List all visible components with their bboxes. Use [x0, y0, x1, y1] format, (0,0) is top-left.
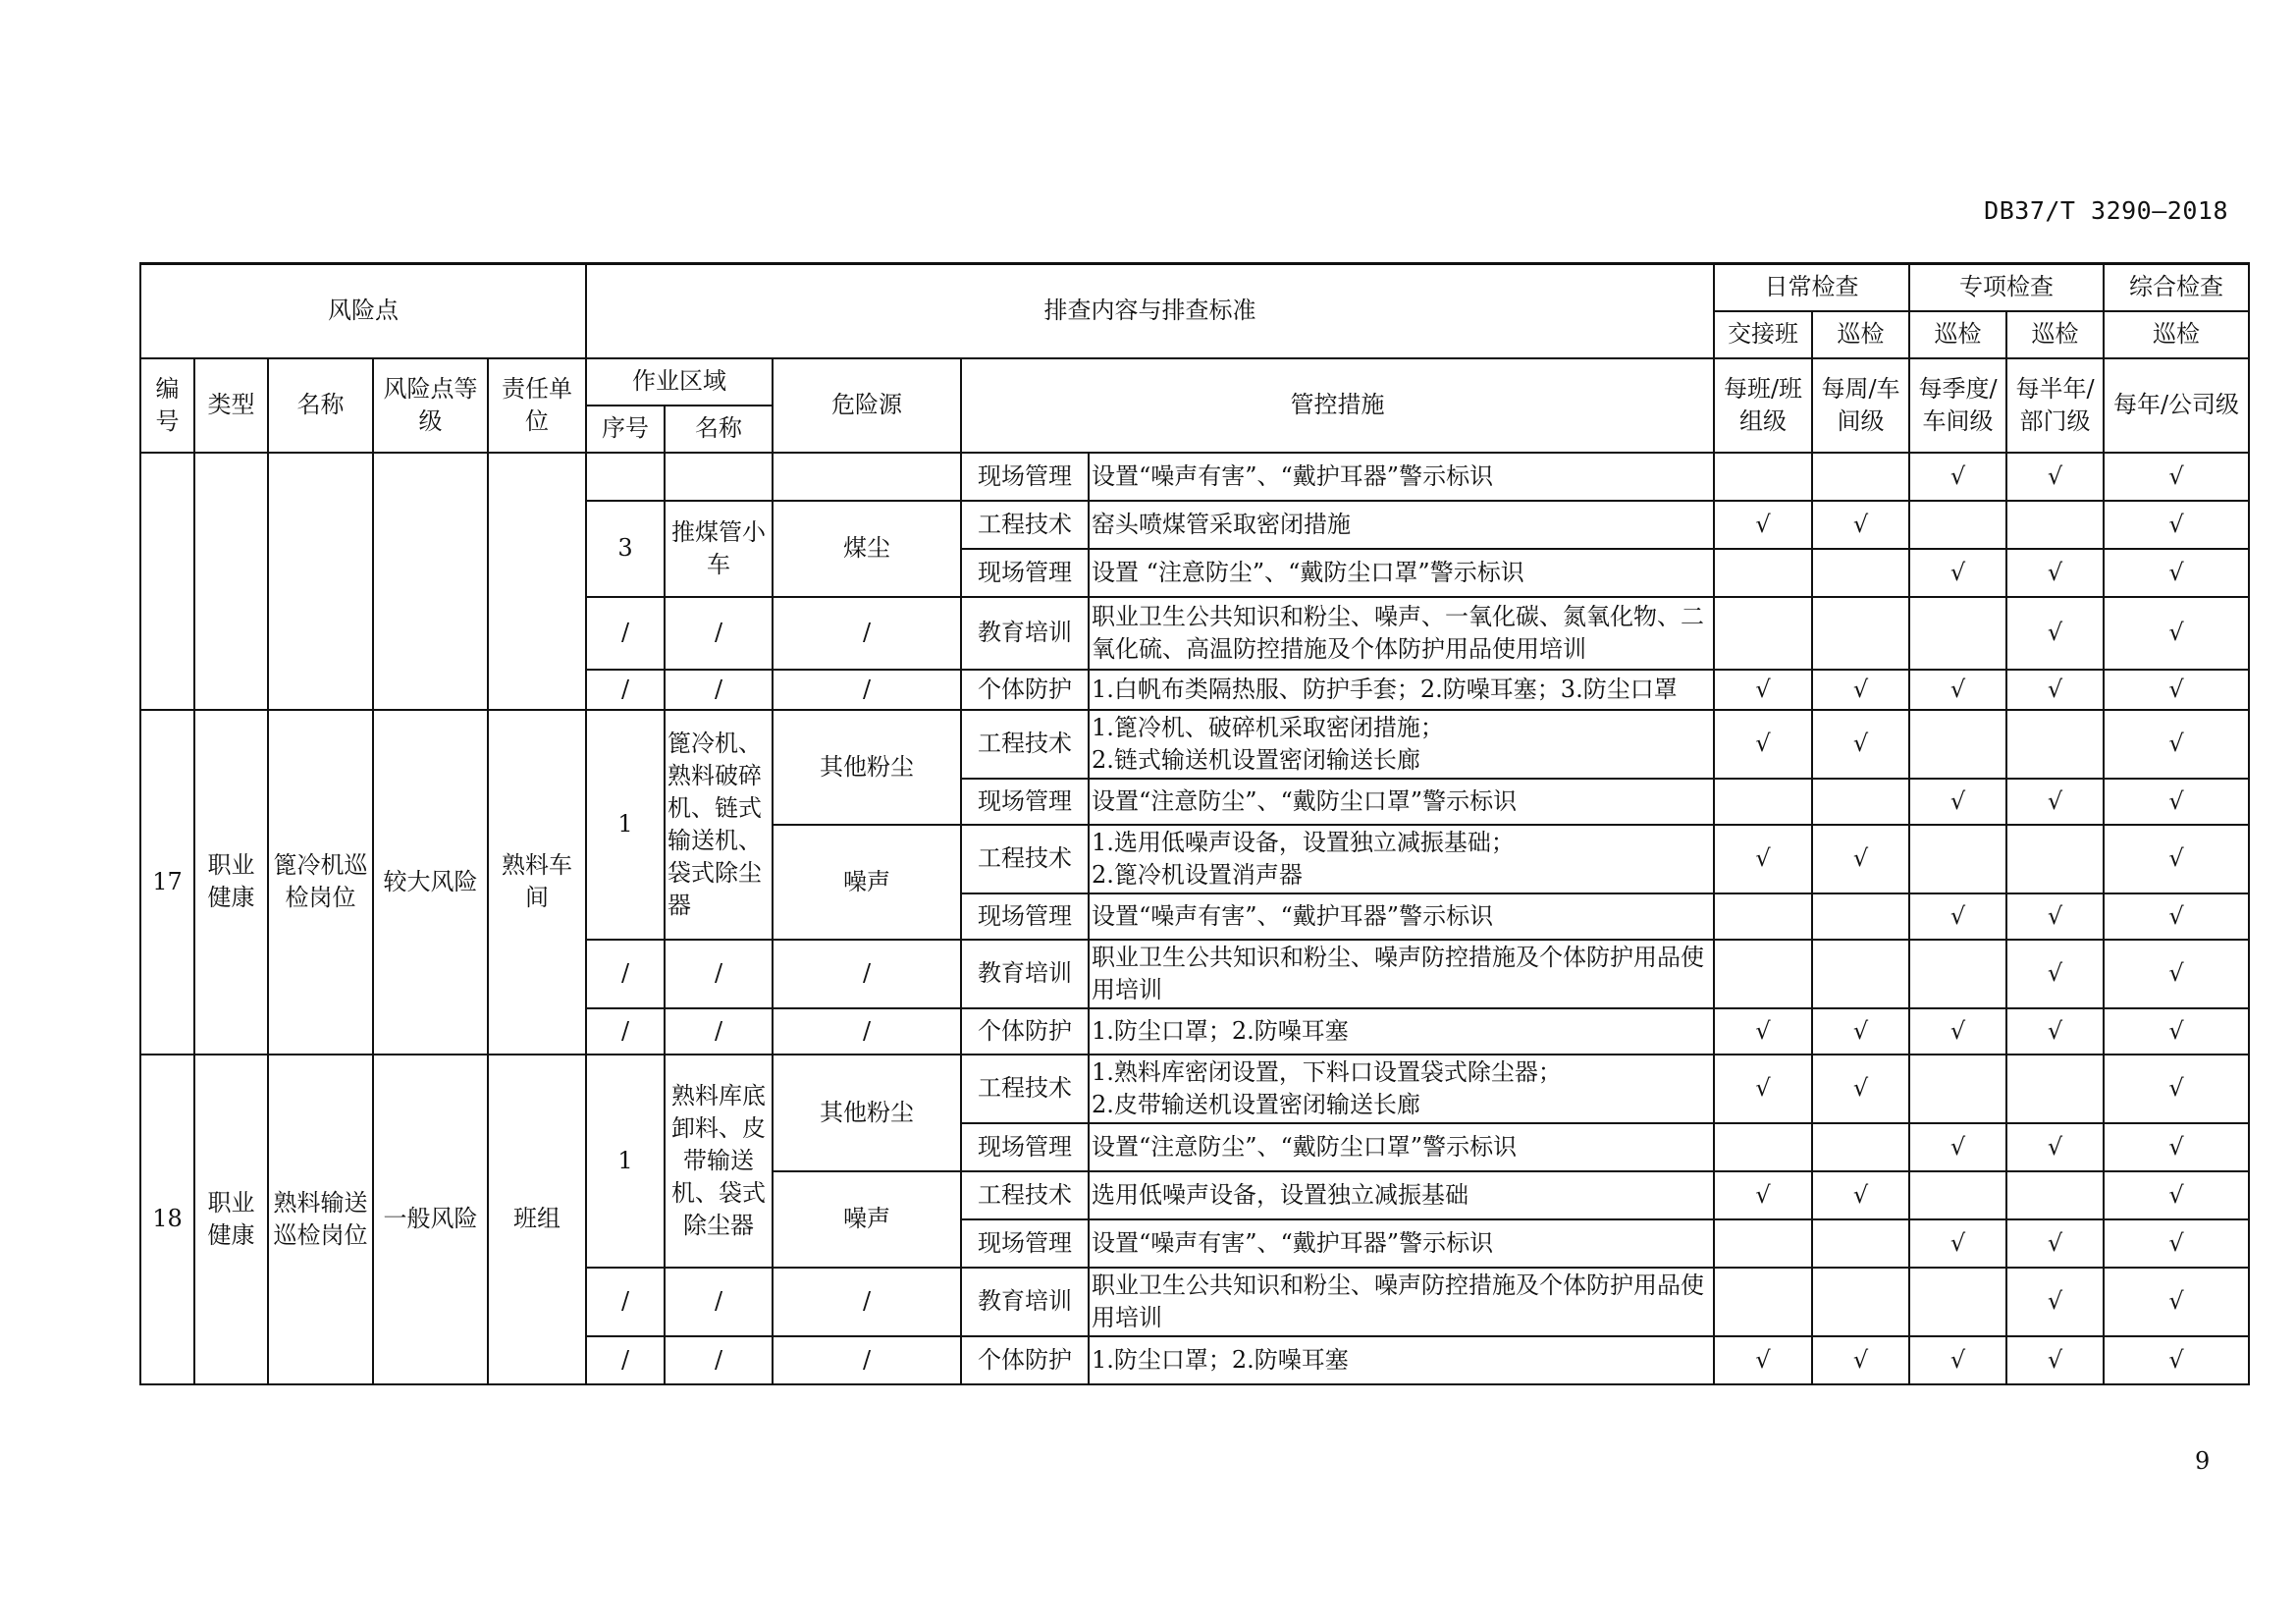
table-row [140, 1055, 2249, 1123]
check-mark: √ [1714, 1055, 1812, 1123]
cell-hazard: 煤尘 [773, 501, 961, 597]
check-mark: √ [1714, 501, 1812, 549]
check-mark [1909, 1055, 2006, 1123]
cell-control-type: 工程技术 [961, 1055, 1089, 1123]
page-number: 9 [2195, 1447, 2211, 1475]
control-line: 1.熟料库密闭设置，下料口设置袋式除尘器； [1092, 1057, 1562, 1086]
check-mark [1812, 549, 1909, 597]
cell-area-name: / [665, 940, 773, 1008]
cell-name [268, 453, 373, 710]
check-mark [1812, 1219, 1909, 1268]
check-mark: √ [2006, 1219, 2104, 1268]
cell-hazard: / [773, 1008, 961, 1055]
cell-seq: / [586, 1008, 665, 1055]
cell-seq [586, 453, 665, 501]
cell-area-name: 熟料库底卸料、皮带输送机、袋式除尘器 [665, 1055, 773, 1268]
cell-control-text: 窑头喷煤管采取密闭措施 [1089, 501, 1714, 549]
cell-control-text: 职业卫生公共知识和粉尘、噪声防控措施及个体防护用品使用培训 [1089, 1268, 1714, 1336]
check-mark: √ [2104, 940, 2249, 1008]
cell-seq: / [586, 1268, 665, 1336]
cell-control-type: 工程技术 [961, 825, 1089, 893]
cell-hazard: / [773, 597, 961, 670]
header-area-name: 名称 [665, 406, 773, 453]
cell-control-text: 设置“注意防尘”、“戴防尘口罩”警示标识 [1089, 779, 1714, 825]
cell-control-type: 现场管理 [961, 549, 1089, 597]
check-mark: √ [2104, 825, 2249, 893]
header-type: 类型 [194, 358, 268, 453]
cell-control-text: 1.防尘口罩；2.防噪耳塞 [1089, 1336, 1714, 1384]
document-code: DB37/T 3290—2018 [1984, 196, 2228, 225]
check-mark [1714, 597, 1812, 670]
check-mark [1812, 1123, 1909, 1171]
cell-hazard: 噪声 [773, 825, 961, 940]
control-line: 2.皮带输送机设置密闭输送长廊 [1092, 1090, 1420, 1118]
cell-control-type: 教育培训 [961, 597, 1089, 670]
cell-control-text [1089, 710, 1714, 779]
check-mark: √ [1909, 670, 2006, 710]
header-name: 名称 [268, 358, 373, 453]
header-control: 管控措施 [961, 358, 1714, 453]
check-mark [2006, 1055, 2104, 1123]
check-mark: √ [2006, 1123, 2104, 1171]
check-mark [1909, 940, 2006, 1008]
check-mark [1812, 453, 1909, 501]
check-mark: √ [1714, 670, 1812, 710]
header-shift: 交接班 [1714, 311, 1812, 358]
cell-control-text: 职业卫生公共知识和粉尘、噪声、一氧化碳、氮氧化物、二氧化硫、高温防控措施及个体防护用品使用培训 [1089, 597, 1714, 670]
cell-type: 职业健康 [194, 1055, 268, 1384]
header-freq-4: 每半年/部门级 [2006, 358, 2104, 453]
cell-control-type: 工程技术 [961, 710, 1089, 779]
check-mark [1909, 501, 2006, 549]
cell-area-name: / [665, 1268, 773, 1336]
check-mark: √ [2006, 670, 2104, 710]
check-mark [2006, 825, 2104, 893]
cell-name: 熟料输送巡检岗位 [268, 1055, 373, 1384]
cell-type: 职业健康 [194, 710, 268, 1055]
cell-level: 一般风险 [373, 1055, 488, 1384]
check-mark: √ [2104, 1008, 2249, 1055]
cell-control-type: 个体防护 [961, 1008, 1089, 1055]
check-mark: √ [2104, 597, 2249, 670]
cell-control-text: 设置“噪声有害”、“戴护耳器”警示标识 [1089, 453, 1714, 501]
check-mark: √ [1812, 710, 1909, 779]
check-mark: √ [1812, 1171, 1909, 1219]
check-mark: √ [2104, 710, 2249, 779]
header-hazard: 危险源 [773, 358, 961, 453]
header-daily-check: 日常检查 [1714, 264, 1909, 311]
check-mark: √ [1909, 1008, 2006, 1055]
check-mark: √ [2104, 1171, 2249, 1219]
table-row [140, 453, 2249, 501]
header-patrol: 巡检 [1812, 311, 1909, 358]
check-mark [1812, 779, 1909, 825]
check-mark [1812, 940, 1909, 1008]
check-mark: √ [2006, 940, 2104, 1008]
check-mark: √ [1812, 670, 1909, 710]
cell-control-type: 现场管理 [961, 1219, 1089, 1268]
check-mark: √ [2006, 1008, 2104, 1055]
check-mark [1714, 549, 1812, 597]
header-freq-1: 每班/班组级 [1714, 358, 1812, 453]
cell-area-name: / [665, 1336, 773, 1384]
check-mark: √ [1909, 1123, 2006, 1171]
cell-area-name [665, 453, 773, 501]
check-mark: √ [2104, 1055, 2249, 1123]
check-mark: √ [1909, 1336, 2006, 1384]
header-number: 编号 [140, 358, 194, 453]
check-mark [1714, 1123, 1812, 1171]
table-row [140, 710, 2249, 779]
header-freq-2: 每周/车间级 [1812, 358, 1909, 453]
check-mark: √ [2006, 453, 2104, 501]
cell-seq: / [586, 1336, 665, 1384]
cell-control-type: 教育培训 [961, 1268, 1089, 1336]
check-mark: √ [1909, 893, 2006, 940]
check-mark: √ [2006, 893, 2104, 940]
cell-seq: 3 [586, 501, 665, 597]
header-content-standard: 排查内容与排查标准 [586, 264, 1714, 358]
check-mark: √ [2104, 549, 2249, 597]
check-mark: √ [1714, 710, 1812, 779]
check-mark: √ [2104, 501, 2249, 549]
cell-area-name: 篦冷机、熟料破碎机、链式输送机、袋式除尘器 [665, 710, 773, 940]
cell-hazard: 其他粉尘 [773, 1055, 961, 1171]
check-mark: √ [1909, 1219, 2006, 1268]
control-line: 1.篦冷机、破碎机采取密闭措施； [1092, 713, 1444, 741]
cell-control-text: 设置“注意防尘”、“戴防尘口罩”警示标识 [1089, 1123, 1714, 1171]
header-freq-3: 每季度/车间级 [1909, 358, 2006, 453]
check-mark [2006, 710, 2104, 779]
check-mark: √ [2006, 597, 2104, 670]
check-mark: √ [2104, 779, 2249, 825]
cell-hazard: / [773, 1336, 961, 1384]
check-mark: √ [2104, 893, 2249, 940]
cell-control-text: 选用低噪声设备，设置独立减振基础 [1089, 1171, 1714, 1219]
check-mark [1714, 1268, 1812, 1336]
check-mark [1714, 453, 1812, 501]
check-mark: √ [1909, 549, 2006, 597]
cell-seq: 1 [586, 1055, 665, 1268]
cell-hazard: 其他粉尘 [773, 710, 961, 825]
cell-hazard: 噪声 [773, 1171, 961, 1268]
header-work-area: 作业区域 [586, 358, 773, 406]
cell-control-type: 个体防护 [961, 670, 1089, 710]
check-mark [1812, 893, 1909, 940]
cell-level: 较大风险 [373, 710, 488, 1055]
control-line: 2.链式输送机设置密闭输送长廊 [1092, 745, 1420, 774]
cell-control-text: 设置“噪声有害”、“戴护耳器”警示标识 [1089, 1219, 1714, 1268]
cell-control-type: 现场管理 [961, 453, 1089, 501]
check-mark [1909, 710, 2006, 779]
check-mark: √ [2104, 1123, 2249, 1171]
header-risk-level: 风险点等级 [373, 358, 488, 453]
cell-area-name: / [665, 597, 773, 670]
check-mark: √ [2006, 549, 2104, 597]
header-patrol: 巡检 [2006, 311, 2104, 358]
check-mark: √ [2006, 1268, 2104, 1336]
cell-control-text: 职业卫生公共知识和粉尘、噪声防控措施及个体防护用品使用培训 [1089, 940, 1714, 1008]
cell-type [194, 453, 268, 710]
cell-seq: / [586, 597, 665, 670]
header-special-check: 专项检查 [1909, 264, 2104, 311]
header-patrol: 巡检 [2104, 311, 2249, 358]
check-mark: √ [1909, 779, 2006, 825]
cell-number [140, 453, 194, 710]
cell-control-type: 工程技术 [961, 501, 1089, 549]
cell-number: 18 [140, 1055, 194, 1384]
check-mark: √ [1714, 1008, 1812, 1055]
check-mark: √ [1812, 1055, 1909, 1123]
cell-hazard: / [773, 670, 961, 710]
cell-hazard: / [773, 940, 961, 1008]
cell-level [373, 453, 488, 710]
check-mark [1909, 825, 2006, 893]
check-mark [1909, 597, 2006, 670]
cell-seq: 1 [586, 710, 665, 940]
check-mark: √ [2104, 670, 2249, 710]
check-mark: √ [1714, 825, 1812, 893]
header-seq: 序号 [586, 406, 665, 453]
cell-control-text: 设置“噪声有害”、“戴护耳器”警示标识 [1089, 893, 1714, 940]
cell-control-type: 工程技术 [961, 1171, 1089, 1219]
header-comprehensive-check: 综合检查 [2104, 264, 2249, 311]
cell-control-text [1089, 1055, 1714, 1123]
check-mark: √ [2104, 1336, 2249, 1384]
check-mark [1812, 1268, 1909, 1336]
check-mark [2006, 1171, 2104, 1219]
cell-control-text: 设置 “注意防尘”、“戴防尘口罩”警示标识 [1089, 549, 1714, 597]
check-mark [2006, 501, 2104, 549]
check-mark: √ [2104, 453, 2249, 501]
check-mark [1714, 779, 1812, 825]
check-mark [1714, 893, 1812, 940]
cell-number: 17 [140, 710, 194, 1055]
check-mark: √ [1714, 1336, 1812, 1384]
cell-hazard [773, 453, 961, 501]
check-mark: √ [1812, 1008, 1909, 1055]
cell-area-name: 推煤管小车 [665, 501, 773, 597]
cell-area-name: / [665, 1008, 773, 1055]
check-mark: √ [1909, 453, 2006, 501]
check-mark: √ [2006, 1336, 2104, 1384]
cell-unit [488, 453, 586, 710]
check-mark: √ [1812, 501, 1909, 549]
cell-area-name: / [665, 670, 773, 710]
cell-control-text: 1.防尘口罩；2.防噪耳塞 [1089, 1008, 1714, 1055]
cell-unit: 熟料车间 [488, 710, 586, 1055]
header-unit: 责任单位 [488, 358, 586, 453]
check-mark [1714, 940, 1812, 1008]
cell-control-type: 现场管理 [961, 779, 1089, 825]
header-patrol: 巡检 [1909, 311, 2006, 358]
header-risk-point: 风险点 [140, 264, 586, 358]
cell-control-type: 现场管理 [961, 893, 1089, 940]
check-mark: √ [2006, 779, 2104, 825]
check-mark: √ [1812, 1336, 1909, 1384]
cell-name: 篦冷机巡检岗位 [268, 710, 373, 1055]
check-mark [1812, 597, 1909, 670]
cell-seq: / [586, 940, 665, 1008]
cell-control-text: 1.白帆布类隔热服、防护手套；2.防噪耳塞；3.防尘口罩 [1089, 670, 1714, 710]
check-mark [1714, 1219, 1812, 1268]
cell-unit: 班组 [488, 1055, 586, 1384]
risk-inspection-table [139, 262, 2250, 1385]
cell-control-type: 个体防护 [961, 1336, 1089, 1384]
cell-seq: / [586, 670, 665, 710]
check-mark: √ [2104, 1268, 2249, 1336]
cell-control-type: 现场管理 [961, 1123, 1089, 1171]
control-line: 1.选用低噪声设备，设置独立减振基础； [1092, 828, 1515, 856]
check-mark [1909, 1171, 2006, 1219]
check-mark [1909, 1268, 2006, 1336]
header-freq-5: 每年/公司级 [2104, 358, 2249, 453]
cell-control-text [1089, 825, 1714, 893]
check-mark: √ [2104, 1219, 2249, 1268]
check-mark: √ [1714, 1171, 1812, 1219]
control-line: 2.篦冷机设置消声器 [1092, 860, 1303, 889]
check-mark: √ [1812, 825, 1909, 893]
cell-hazard: / [773, 1268, 961, 1336]
cell-control-type: 教育培训 [961, 940, 1089, 1008]
